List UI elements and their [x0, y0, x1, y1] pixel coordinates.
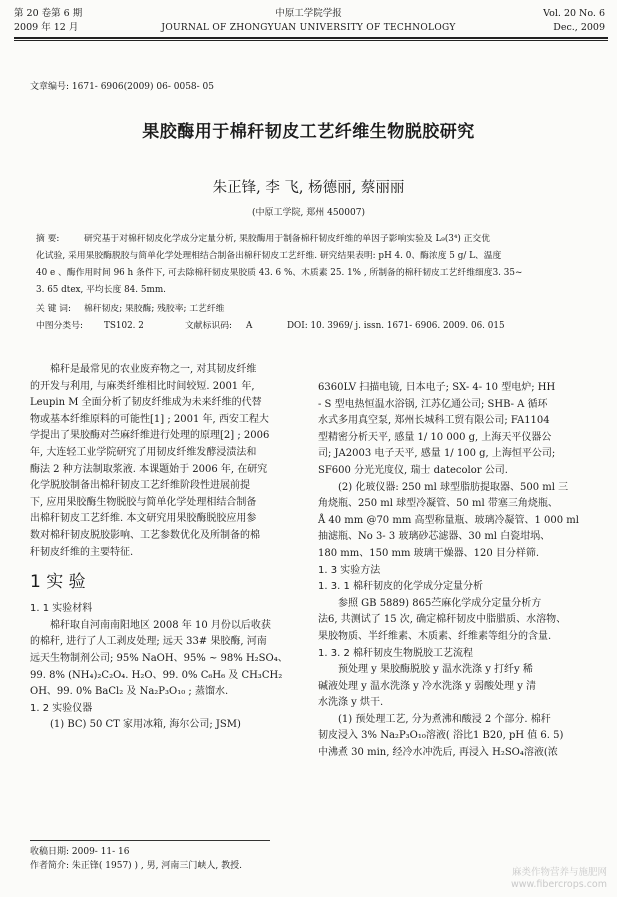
subsection-heading-instruments: 1. 2 实验仪器 — [30, 702, 93, 714]
body-line: 棉秆取自河南南阳地区 2008 年 10 月份以后收获 — [50, 619, 271, 631]
authors: 朱正锋, 李 飞, 杨德丽, 蔡丽丽 — [212, 180, 405, 196]
body-line: (1) BC) 50 CT 家用冰箱, 海尔公司; JSM) — [50, 719, 241, 731]
clc-label: 中图分类号: — [36, 321, 83, 331]
body-line: 物或基本纤维原料的可能性[1] ; 2001 年, 西安工程大 — [30, 413, 269, 425]
header-vol-en: Vol. 20 No. 6 — [543, 8, 605, 19]
page-title: 果胶酶用于棉秆韧皮工艺纤维生物脱胶研究 — [142, 122, 475, 142]
body-line: 碱液处理 y 温水洗涤 y 冷水洗涤 y 弱酸处理 y 清 — [318, 680, 537, 692]
body-line: 抽滤瓶、No 3- 3 玻璃砂芯滤器、30 ml 白瓷坩埚、 — [318, 531, 551, 543]
body-line: 出棉秆韧皮工艺纤维. 本文研究用果胶酶脱胶应用参 — [30, 513, 257, 525]
header-journal-cn: 中原工学院学报 — [275, 8, 342, 19]
abstract-line: 40 e 、酶作用时间 96 h 条件下, 可去除棉秆韧皮果胶质 43. 6 %、木质素 25. 1% , 所制备的棉秆韧皮工艺纤维细度3. 35~ — [36, 268, 523, 278]
doc-code-label: 文献标识码: — [185, 321, 232, 331]
left-column — [30, 362, 300, 734]
body-line: 参照 GB 5889) 865苎麻化学成分定量分析方 — [338, 597, 542, 609]
clc-number: TS102. 2 — [104, 321, 144, 331]
body-line: 司; JA2003 电子天平, 感量 1/ 100 g, 上海恒平公司; — [318, 448, 556, 460]
body-line: 化学脱胶制备出棉秆韧皮工艺纤维阶段性进展前提 — [30, 480, 250, 492]
watermark-cn: 麻类作物营养与施肥网 — [511, 867, 607, 878]
footnote — [30, 846, 242, 873]
footnote-rule — [30, 840, 270, 841]
body-line: 99. 8% (NH₄)₂C₂O₄. H₂O、99. 0% C₆H₆ 及 CH₃CH₂ — [30, 669, 283, 681]
header-journal-en: JOURNAL OF ZHONGYUAN UNIVERSITY OF TECHNOLOGY — [161, 23, 456, 33]
keywords-label: 关 键 词: — [36, 304, 71, 314]
body-line: 型精密分析天平, 感量 1/ 10 000 g, 上海天平仪器公 — [318, 431, 552, 443]
author-bio: 作者简介: 朱正锋( 1957) ) , 男, 河南三门峡人, 教授. — [30, 860, 242, 871]
affiliation: (中原工学院, 郑州 450007) — [252, 208, 365, 218]
abstract-line: 3. 65 dtex, 平均长度 84. 5mm. — [36, 285, 166, 295]
body-line: 酶法 2 种方法制取浆液. 本课题始于 2006 年, 在研究 — [30, 463, 268, 475]
keywords: 棉秆韧皮; 果胶酶; 残胶率; 工艺纤维 — [84, 304, 225, 314]
body-line: 中沸煮 30 min, 经冷水冲洗后, 再浸入 H₂SO₄溶液(浓 — [318, 747, 558, 759]
body-line: OH、99. 0% BaCl₂ 及 Na₂P₃O₁₀ ; 蒸馏水. — [30, 686, 229, 698]
subsection-heading-materials: 1. 1 实验材料 — [30, 603, 93, 615]
body-line: 水洗涤 y 烘干. — [318, 697, 384, 709]
body-line: 棉秆是最常见的农业废弃物之一, 对其韧皮纤维 — [50, 364, 257, 375]
subsection-heading-chemical-analysis: 1. 3. 1 棉秆韧皮的化学成分定量分析 — [318, 581, 483, 593]
subsection-heading-process-flow: 1. 3. 2 棉秆韧皮生物脱胶工艺流程 — [318, 647, 473, 659]
body-line: Å 40 mm @70 mm 高型称量瓶、玻璃冷凝管、1 000 ml — [318, 514, 579, 526]
body-line: 数对棉秆韧皮脱胶影响、工艺参数优化及所制备的棉 — [30, 529, 260, 541]
subsection-heading-methods: 1. 3 实验方法 — [318, 564, 381, 576]
watermark — [511, 867, 607, 891]
body-line: 年, 大连轻工业学院研究了用韧皮纤维发酵浸渍法和 — [30, 446, 257, 458]
body-line: 果胶物质、半纤维素、木质素、纤维素等组分的含量. — [318, 630, 552, 642]
body-line: 秆韧皮纤维的主要特征. — [30, 546, 134, 558]
watermark-url: www.fibercrops.com — [510, 879, 607, 890]
abstract-label: 摘 要: — [36, 234, 60, 244]
body-line: 水式多用真空泵, 郑州长城科工贸有限公司; FA1104 — [318, 415, 550, 427]
body-line: 的棉秆, 进行了人工剥皮处理; 远天 33# 果胶酶, 河南 — [30, 636, 267, 648]
body-line: 180 mm、150 mm 玻璃干燥器、120 目分样筛. — [318, 547, 540, 559]
right-column — [318, 380, 608, 762]
header-volume: 第 20 卷第 6 期 — [14, 8, 83, 19]
abstract-line: 研究基于对棉秆韧皮化学成分定量分析, 果胶酶用于制备棉秆韧皮纤维的单因子影响实验及 L₉(3⁴) 正交优 — [84, 234, 491, 244]
header-rule-thin — [14, 40, 608, 41]
body-line: 角烧瓶、250 ml 球型冷凝管、50 ml 带塞三角烧瓶、 — [318, 498, 558, 510]
body-line: - S 型电热恒温水浴锅, 江苏亿通公司; SHB- A 循环 — [318, 398, 548, 410]
body-line: Leupin M 全面分析了韧皮纤维成为未来纤维的代替 — [30, 397, 262, 409]
body-line: 下, 应用果胶酶生物脱胶与简单化学处理相结合制备 — [30, 496, 257, 508]
body-line: 6360LV 扫描电镜, 日本电子; SX- 4- 10 型电炉; HH — [318, 382, 556, 393]
header-rule — [14, 37, 608, 39]
body-line: (1) 预处理工艺, 分为煮沸和酸浸 2 个部分. 棉秆 — [338, 713, 551, 725]
body-line: 预处理 y 果胶酶脱胶 y 温水洗涤 y 打纤y 稀 — [338, 664, 533, 676]
abstract-line: 化试验, 采用果胶酶脱胶与简单化学处理相结合制备出棉秆韧皮工艺纤维. 研究结果表明: pH 4. 0、酶浓度 5 g/ L、温度 — [36, 251, 502, 261]
article-number: 文章编号: 1671- 6906(2009) 06- 0058- 05 — [30, 82, 215, 92]
doc-code: A — [246, 321, 253, 331]
section-heading-experiment: 1 实 验 — [30, 572, 86, 593]
body-line: 远天生物制剂公司; 95% NaOH、95% ~ 98% H₂SO₄、 — [30, 652, 288, 664]
doi: DOI: 10. 3969/ j. issn. 1671- 6906. 2009. 06. 015 — [287, 321, 505, 331]
body-line: 学提出了果胶酶对苎麻纤维进行处理的原理[2] ; 2006 — [30, 430, 270, 442]
body-line: 法6, 共测试了 15 次, 确定棉秆韧皮中脂腊质、水溶物、 — [318, 614, 567, 626]
received-date: 收稿日期: 2009- 11- 16 — [30, 847, 130, 857]
body-line: 的开发与利用, 与麻类纤维相比时间较短. 2001 年, — [30, 380, 255, 392]
body-line: (2) 化玻仪器: 250 ml 球型脂肪提取器、500 ml 三 — [338, 481, 569, 493]
header-date-en: Dec., 2009 — [553, 22, 605, 33]
header-date: 2009 年 12 月 — [14, 22, 79, 33]
body-line: SF600 分光光度仪, 瑞士 datecolor 公司. — [318, 464, 508, 476]
body-line: 韧皮浸入 3% Na₂P₃O₁₀溶液( 浴比1 B20, pH 值 6. 5) — [318, 730, 564, 742]
